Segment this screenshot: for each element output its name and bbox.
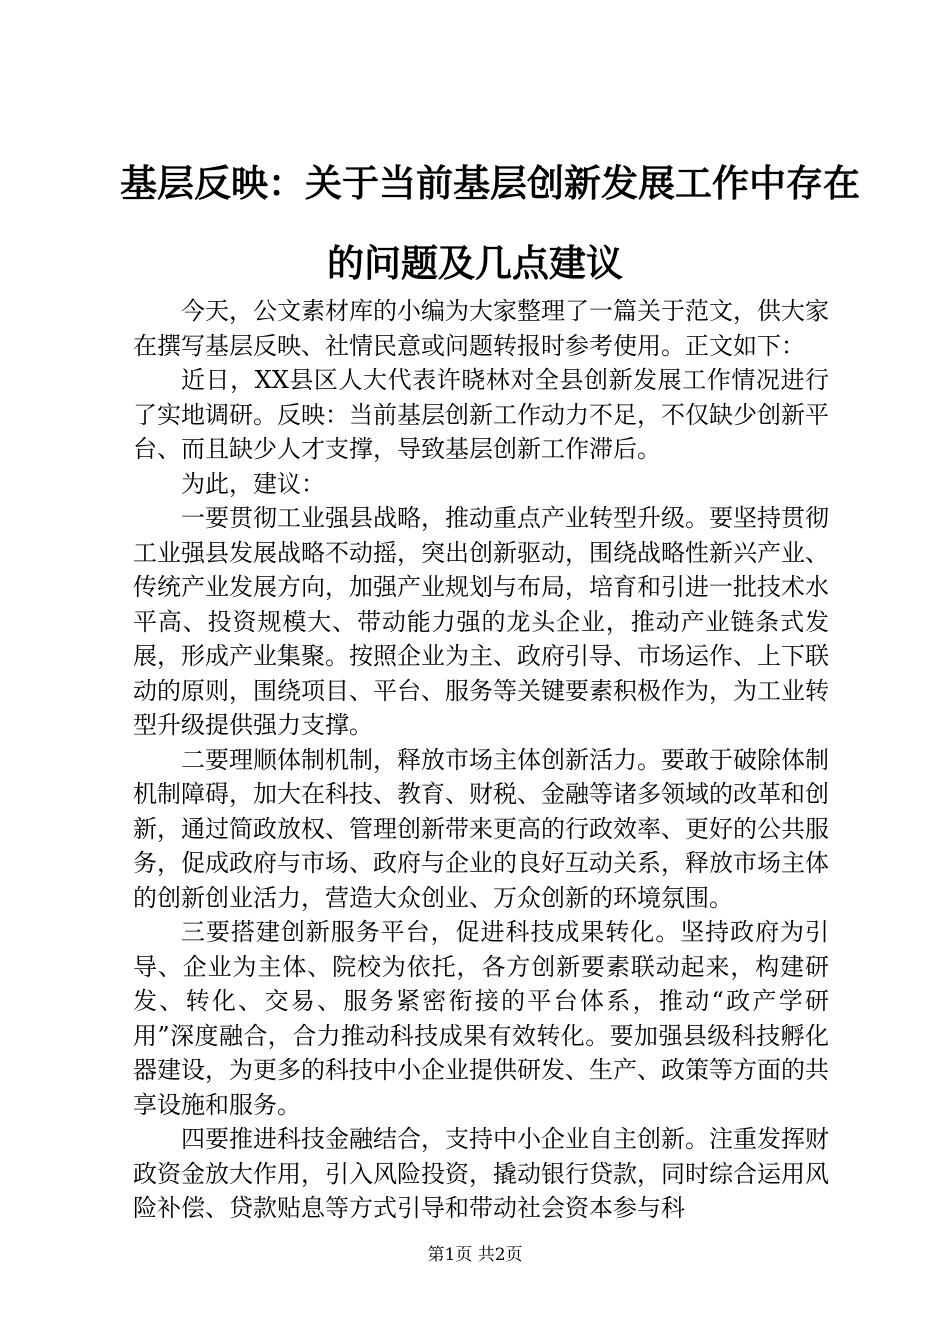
document-body: [133, 294, 829, 1226]
paragraph-suggestion-lead: 为此，建议：: [181, 469, 325, 498]
paragraph-intro: 今天，公文素材库的小编为大家整理了一篇关于范文，供大家在撰写基层反映、社情民意或问题转报时参考使用。正文如下：: [133, 297, 829, 360]
paragraph-background: 近日，XX县区人大代表许晓林对全县创新发展工作情况进行了实地调研。反映：当前基层创新工作动力不足，不仅缺少创新平台、而且缺少人才支撑，导致基层创新工作滞后。: [133, 366, 829, 463]
paragraph-suggestion-2: 二要理顺体制机制，释放市场主体创新活力。要敢于破除体制机制障碍，加大在科技、教育、财税、金融等诸多领域的改革和创新，通过简政放权、管理创新带来更高的行政效率、更好的公共服务，促成政府与市场、政府与企业的良好互动关系，释放市场主体的创新创业活力，营造大众创业、万众创新的环境氛围。: [133, 745, 829, 912]
paragraph-suggestion-4: 四要推进科技金融结合，支持中小企业自主创新。注重发挥财政资金放大作用，引入风险投资，撬动银行贷款，同时综合运用风险补偿、贷款贴息等方式引导和带动社会资本参与科: [133, 1125, 829, 1222]
document-title-line-1: 基层反映：关于当前基层创新发展工作中存在: [120, 161, 860, 205]
paragraph-suggestion-1: 一要贯彻工业强县战略，推动重点产业转型升级。要坚持贯彻工业强县发展战略不动摇，突出创新驱动，围绕战略性新兴产业、传统产业发展方向，加强产业规划与布局，培育和引进一批技术水平高、投资规模大、带动能力强的龙头企业，推动产业链条式发展，形成产业集聚。按照企业为主、政府引导、市场运作、上下联动的原则，围绕项目、平台、服务等关键要素积极作为，为工业转型升级提供强力支撑。: [133, 504, 829, 739]
document-title-line-2: 的问题及几点建议: [327, 241, 623, 285]
paragraph-suggestion-3: 三要搭建创新服务平台，促进科技成果转化。坚持政府为引导、企业为主体、院校为依托，各方创新要素联动起来，构建研发、转化、交易、服务紧密衔接的平台体系，推动“政产学研用”深度融合，合力推动科技成果有效转化。要加强县级科技孵化器建设，为更多的科技中小企业提供研发、生产、政策等方面的共享设施和服务。: [133, 918, 829, 1119]
page-number-footer: 第1页 共2页: [427, 1245, 523, 1265]
